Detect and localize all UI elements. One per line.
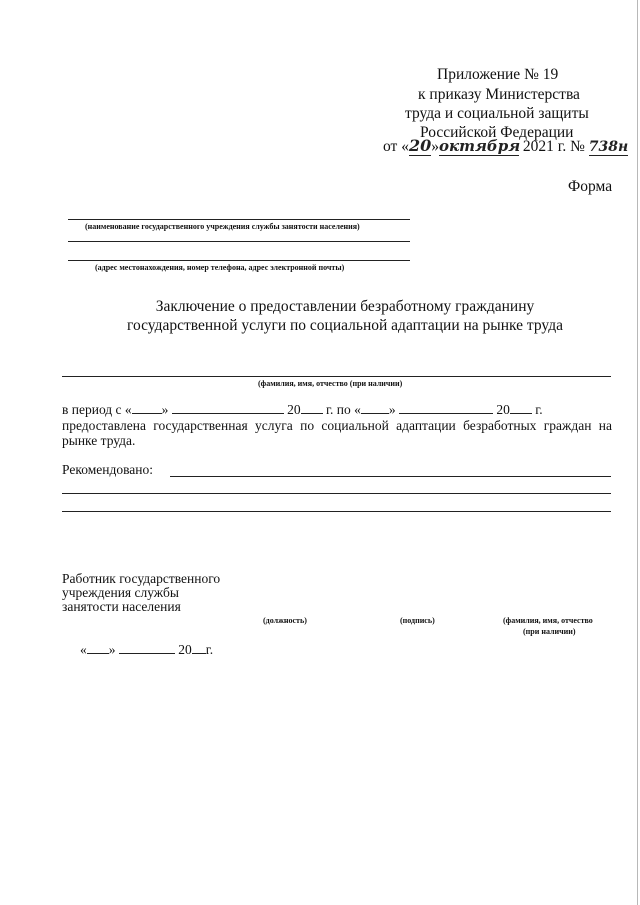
date-prefix: от «	[383, 138, 409, 155]
document-title-line-1: Заключение о предоставлении безработному гражданину	[155, 298, 535, 315]
period-quote-2: »	[388, 402, 396, 417]
signature-date-year: 20	[178, 642, 192, 657]
period-to-day-blank	[361, 401, 389, 414]
period-from-month-blank	[172, 401, 284, 414]
signature-date-open-quote: «	[80, 642, 87, 657]
period-from-day-blank	[132, 401, 162, 414]
institution-caption: (наименование государственного учреждения службы занятости населения)	[85, 222, 360, 231]
service-provided-text: предоставлена государственная услуга по социальной адаптации безработных граждан на рынке труда.	[62, 418, 612, 448]
period-to-month-blank	[399, 401, 493, 414]
recommendation-line-1	[170, 476, 611, 477]
recommended-label: Рекомендовано:	[62, 462, 153, 477]
recommendation-line-2	[62, 493, 611, 494]
signer-fio-caption-line-2: (при наличии)	[523, 627, 576, 636]
position-caption: (должность)	[263, 616, 307, 625]
signature-date-day-blank	[87, 641, 109, 654]
period-from-year-blank	[301, 401, 323, 414]
period-quote-1: »	[161, 402, 169, 417]
ministry-name: труда и социальной защиты	[405, 105, 589, 122]
worker-title-line-3: занятости населения	[62, 599, 181, 614]
citizen-fio-line	[62, 376, 611, 377]
appendix-number: Приложение № 19	[437, 66, 559, 83]
period-to-year-blank	[510, 401, 532, 414]
signature-date-suffix: г.	[205, 642, 214, 657]
date-year: 2021 г. №	[522, 138, 585, 155]
order-reference: к приказу Министерства	[418, 86, 580, 103]
page-edge	[637, 0, 638, 905]
period-year-1: 20	[287, 402, 301, 417]
signature-date-close-quote: »	[108, 642, 116, 657]
order-date-line	[383, 136, 628, 156]
institution-name-line-2	[68, 241, 410, 242]
signature-caption: (подпись)	[400, 616, 435, 625]
period-from-label: в период с «	[62, 402, 132, 417]
federation-name: Российской Федерации	[420, 124, 574, 141]
address-line	[68, 260, 410, 261]
period-to-label: г. по «	[326, 402, 361, 417]
period-line	[62, 401, 543, 418]
worker-title-line-2: учреждения службы	[62, 585, 179, 600]
address-caption: (адрес местонахождения, номер телефона, адрес электронной почты)	[95, 263, 345, 272]
order-number-handwritten: 738н	[588, 139, 629, 155]
signature-date-line	[80, 641, 213, 658]
form-label: Форма	[568, 178, 613, 195]
period-year-2: 20	[496, 402, 510, 417]
institution-name-line	[68, 219, 410, 220]
worker-title-line-1: Работник государственного	[62, 571, 221, 586]
signature-date-year-blank	[192, 641, 206, 654]
signature-date-month-blank	[119, 641, 175, 654]
signer-fio-caption-line-1: (фамилия, имя, отчество	[503, 616, 593, 625]
period-year-suffix: г.	[535, 402, 543, 417]
document-title-line-2: государственной услуги по социальной адаптации на рынке труда	[127, 317, 563, 334]
date-month-handwritten: октября	[438, 137, 521, 155]
citizen-fio-caption: (фамилия, имя, отчество (при наличии)	[258, 379, 403, 388]
date-day-handwritten: 20	[408, 136, 432, 155]
date-quote: »	[431, 138, 439, 155]
recommendation-line-3	[62, 511, 611, 512]
